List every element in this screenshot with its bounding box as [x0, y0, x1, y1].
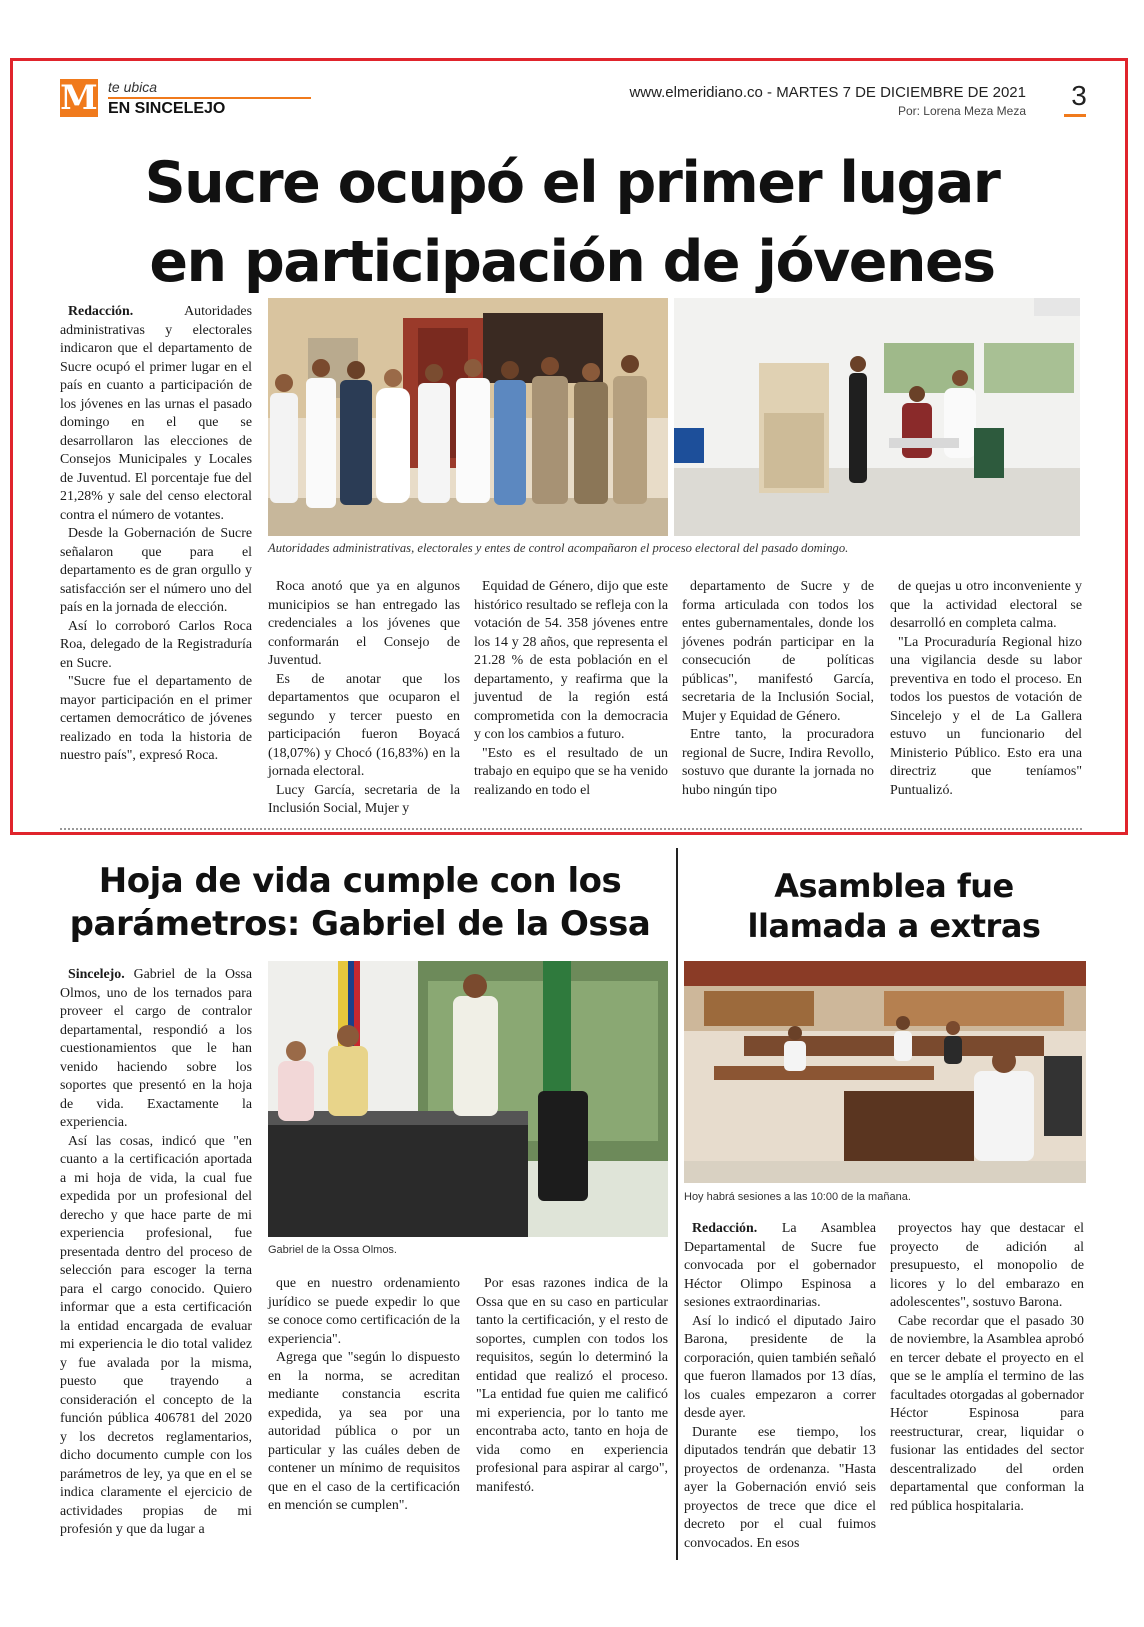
story2-headline-line2: parámetros: Gabriel de la Ossa — [69, 903, 651, 944]
main-col-4 — [682, 578, 874, 800]
byline: Por: Lorena Meza Meza — [897, 104, 1026, 118]
story3-headline-line1: Asamblea fue — [774, 867, 1014, 905]
main-col-1 — [60, 303, 252, 766]
paragraph: Durante ese tiempo, los diputados tendrán que debatir 13 proyectos de ordenanza. "Hasta ayer la Gobernación envió seis proyectos de trece que dice el decreto por el cual fuimos convocados. En esos — [684, 1424, 876, 1551]
page-number: 3 — [1071, 80, 1087, 111]
main-col-5 — [890, 578, 1082, 800]
paragraph: Lucy García, secretaria de la Inclusión Social, Mujer y — [268, 782, 460, 816]
paragraph: Autoridades administrativas y electorales indicaron que el departamento de Sucre ocupó el primer lugar en el país en cuanto a participación de los jóvenes en las urnas el pasado domingo en el que se desarrollaron las elecciones de Consejos Municipales y Locales de Juventud. El porcentaje fue del 21,28% y sale del censo electoral contra el número de votantes. — [60, 304, 252, 523]
main-headline-line2: en participación de jóvenes — [149, 228, 995, 295]
story3-headline-line2: llamada a extras — [747, 907, 1041, 945]
section-kicker: te ubica — [108, 79, 158, 95]
paragraph: de quejas u otro inconveniente y que la actividad electoral se desarrolló en completa calma. — [890, 579, 1082, 631]
dateline: www.elmeridiano.co - MARTES 7 DE DICIEMBRE DE 2021 — [629, 84, 1026, 101]
story3-photo-caption: Hoy habrá sesiones a las 10:00 de la mañana. — [684, 1191, 911, 1203]
paragraph: Es de anotar que los departamentos que ocuparon el segundo y tercer puesto en participación fueron Boyacá (18,07%) y Chocó (16,83%) en la jornada electoral. — [268, 671, 460, 779]
paragraph: Así lo indicó el diputado Jairo Barona, presidente de la corporación, quien también señaló que fueron llamados por 13 días, los cuales empezaron a correr desde ayer. — [684, 1313, 876, 1421]
column-rule — [676, 848, 678, 1560]
gabriel-photo — [268, 961, 668, 1237]
main-photo-caption: Autoridades administrativas, electorales y entes de control acompañaron el proceso electoral del pasado domingo. — [268, 541, 849, 555]
story2-headline-line1: Hoja de vida cumple con los — [98, 861, 622, 901]
paragraph: Equidad de Género, dijo que este histórico resultado se refleja con la votación de 54. 358 jóvenes entre los 14 y 28 años, que representa el 21.28 % de esta población en el departamento, y reafirma que la juventud de la región está comprometida con la democracia y con los cambios a futuro. — [474, 579, 669, 742]
story2-col-1 — [60, 966, 252, 1540]
story2-headline — [40, 860, 680, 945]
newspaper-logo: M — [60, 78, 98, 118]
paragraph: La Asamblea Departamental de Sucre fue convocada por el gobernador Héctor Olimpo Espinosa a sesiones extraordinarias. — [684, 1221, 876, 1310]
section-divider — [60, 828, 1082, 830]
paragraph: "Sucre fue el departamento de mayor participación en el primer certamen democrático de jóvenes realizado en toda la historia de nuestro país", expresó Roca. — [60, 674, 252, 763]
paragraph: que en nuestro ordenamiento jurídico se puede expedir lo que se conoce como certificación de la experiencia". — [268, 1276, 460, 1347]
story2-col-2 — [268, 1275, 460, 1516]
lead-label: Redacción. — [692, 1221, 758, 1236]
paragraph: Así las cosas, indicó que "en cuanto a la certificación aportada a mi hoja de vida, la cual fue expedida por un profesional del derecho y que hace parte de mi experiencia profesional, fue presentada dentro del proceso de selección para escoger la terna para el cargo conocido. Quiero informar que a esta certificación la entidad encargada de evaluar mi experiencia le dio total validez y fue avalada por la misma, puesto que trayendo a consideración el concepto de la función pública 406781 del 2020 y los decretos reglamentarios, dicho documento cumple con los parámetros de ley, ya que en el se indica claramente el ejercicio de actividades propias de mi profesión y que da lugar a — [60, 1133, 252, 1537]
paragraph: Por esas razones indica de la Ossa que en su caso en particular tanto la certificación, y el resto de soportes, cumplen con todos los requisitos, según lo determinó la entidad que realizó el proceso. "La entidad fue quien me calificó mi experiencia, por lo tanto me encontraba acto, tanto en hoja de vida como en experiencia profesional para aspirar al cargo", manifestó. — [476, 1276, 668, 1495]
paragraph: "La Procuraduría Regional hizo una vigilancia desde su labor preventiva en todo el proceso. En todos los puestos de votación de Sincelejo y el de La Gallera estuvo un funcionario del Ministerio Público. Esto era una directriz que teníamos" Puntualizó. — [890, 634, 1082, 798]
page-number-rule — [1064, 114, 1086, 117]
paragraph: Desde la Gobernación de Sucre señalaron que para el departamento es de gran orgullo y satisfacción ser el número uno del país en la jornada de elección. — [60, 526, 252, 615]
story3-col-2 — [890, 1220, 1084, 1516]
paragraph: proyectos hay que destacar el proyecto de adición al presupuesto, el monopolio de licores y lo del embarazo en adolescentes", sostuvo Barona. — [890, 1221, 1084, 1310]
paragraph: Así lo corroboró Carlos Roca Roa, delegado de la Registraduría en Sucre. — [60, 618, 252, 671]
paragraph: Cabe recordar que el pasado 30 de noviembre, la Asamblea aprobó en tercer debate el proyecto en el que se le amplía el termino de las facultades otorgadas al gobernador Héctor Espinosa para reestructurar, crear, liquidar o fusionar las entidades del sector descentralizado del orden departamental que conforman la red pública hospitalaria. — [890, 1313, 1084, 1514]
paragraph: Entre tanto, la procuradora regional de Sucre, Indira Revollo, sostuvo que durante la jornada no hubo ningún tipo — [682, 727, 874, 798]
story2-photo-caption: Gabriel de la Ossa Olmos. — [268, 1244, 397, 1256]
story3-headline — [684, 866, 1104, 946]
main-col-2 — [268, 578, 460, 819]
section-rule — [108, 97, 311, 99]
paragraph: departamento de Sucre y de forma articulada con todos los entes gubernamentales, donde los jóvenes podrán participar en la consecución de políticas públicas", manifestó García, secretaria de la Inclusión Social, Mujer y Equidad de Género. — [682, 579, 874, 724]
story3-col-1 — [684, 1220, 876, 1553]
paragraph: Agrega que "según lo dispuesto en la norma, se acreditan mediante constancia escrita expedida, ya sea por una autoridad pública o por un particular y las cuáles deben de contener un mínimo de requisitos que en el caso de la certificación en mención se cumplen". — [268, 1350, 460, 1513]
story2-col-3 — [476, 1275, 668, 1497]
paragraph: Roca anotó que ya en algunos municipios se han entregado las credenciales a los jóvenes que conformarán el Consejo de Juventud. — [268, 579, 460, 668]
section-name: EN SINCELEJO — [108, 100, 226, 117]
lead-label: Redacción. — [68, 304, 134, 319]
voting-station-photo — [674, 298, 1080, 536]
paragraph: "Esto es el resultado de un trabajo en equipo que se ha venido realizando en todo el — [474, 745, 668, 798]
main-headline — [30, 144, 1114, 301]
paragraph: Gabriel de la Ossa Olmos, uno de los ternados para proveer el cargo de contralor departamental, respondió a los cuestionamientos que le han venido haciendo sobre los soportes que presentó en la hoja de vida. Exactamente la experiencia. — [60, 967, 252, 1130]
officials-photo — [268, 298, 668, 536]
main-headline-line1: Sucre ocupó el primer lugar — [144, 150, 1000, 216]
assembly-photo — [684, 961, 1086, 1183]
lead-label: Sincelejo. — [68, 967, 125, 982]
main-col-3 — [474, 578, 668, 800]
